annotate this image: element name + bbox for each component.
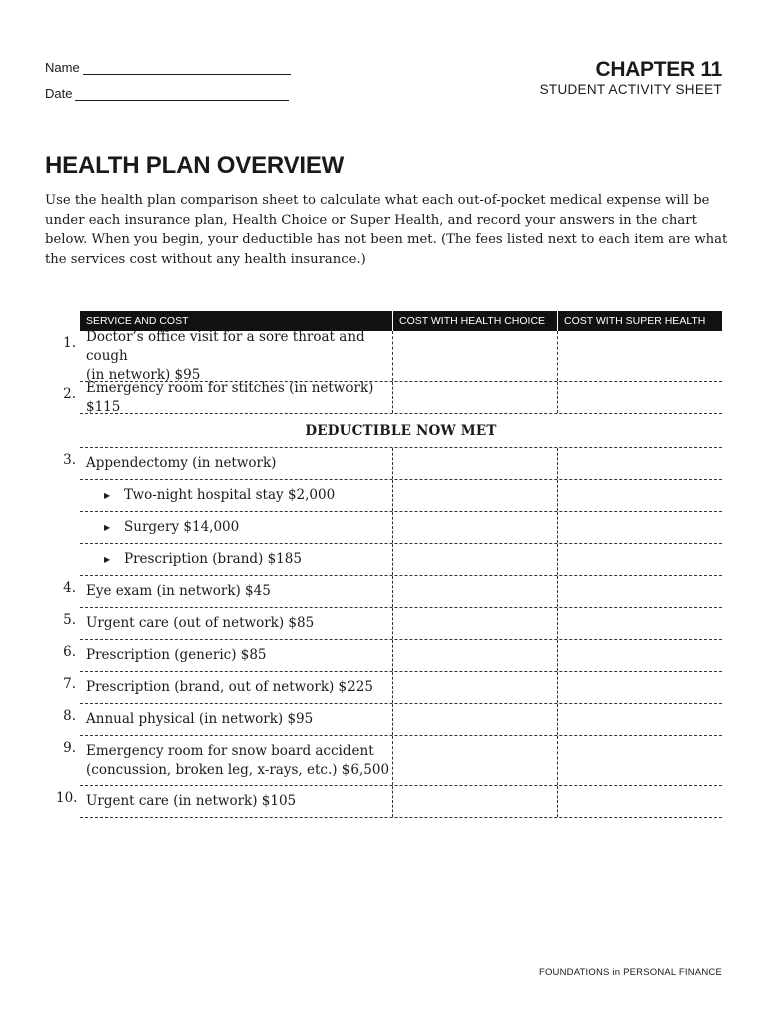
service-line: Prescription (generic) $85 <box>86 647 267 663</box>
row-number: 2. <box>63 386 76 402</box>
health-choice-cell[interactable] <box>392 786 557 817</box>
service-line: Surgery $14,000 <box>124 519 240 535</box>
table-row <box>63 379 722 415</box>
super-health-cell[interactable] <box>557 608 722 639</box>
table-row <box>63 608 722 640</box>
page-title: HEALTH PLAN OVERVIEW <box>45 152 345 179</box>
super-health-cell[interactable] <box>557 331 722 381</box>
chapter-number: CHAPTER 11 <box>595 58 722 81</box>
instructions-paragraph: Use the health plan comparison sheet to calculate what each out-of-pocket medical expense will be under each insurance plan, Health Choice or Super Health, and record your answers in the chart below. When you begin, your deductible has not been met. (The fees listed next to each item are what the services cost without any health insurance.) <box>45 193 728 267</box>
super-health-cell[interactable] <box>557 448 722 479</box>
service-description <box>80 328 392 383</box>
super-health-cell[interactable] <box>557 480 722 511</box>
date-label: Date <box>45 86 73 101</box>
service-line: Urgent care (out of network) $85 <box>86 615 315 631</box>
service-line: Urgent care (in network) $105 <box>86 793 297 809</box>
header-health-choice: COST WITH HEALTH CHOICE <box>392 311 557 331</box>
service-description <box>80 448 392 479</box>
table-row <box>63 704 722 736</box>
triangle-bullet-icon: ▶ <box>104 523 111 532</box>
service-description <box>80 608 392 639</box>
service-description <box>80 672 392 703</box>
footer-middle: in <box>612 967 621 978</box>
row-number: 5. <box>63 612 76 628</box>
service-line: Eye exam (in network) $45 <box>86 583 271 599</box>
table-row <box>63 736 722 786</box>
service-description <box>80 480 392 511</box>
footer-suffix: PERSONAL FINANCE <box>623 967 722 978</box>
service-line: Prescription (brand) $185 <box>124 551 302 567</box>
header-super-health: COST WITH SUPER HEALTH <box>557 311 722 331</box>
service-description <box>80 640 392 671</box>
service-line: Doctor’s office visit for a sore throat and cough <box>86 328 365 364</box>
deductible-met-banner: DEDUCTIBLE NOW MET <box>80 414 722 448</box>
service-line: Emergency room for snow board accident <box>86 742 374 759</box>
service-line: (concussion, broken leg, x-rays, etc.) $6,500 <box>86 761 390 778</box>
health-choice-cell[interactable] <box>392 480 557 511</box>
super-health-cell[interactable] <box>557 786 722 817</box>
service-line: Prescription (brand, out of network) $225 <box>86 679 373 695</box>
service-description <box>80 544 392 575</box>
date-underline <box>75 100 289 101</box>
sheet-type: STUDENT ACTIVITY SHEET <box>539 82 722 97</box>
expense-table <box>56 311 722 818</box>
date-field[interactable] <box>45 86 289 104</box>
super-health-cell[interactable] <box>557 704 722 735</box>
name-underline <box>83 74 291 75</box>
row-number: 4. <box>63 580 76 596</box>
super-health-cell[interactable] <box>557 382 722 413</box>
health-choice-cell[interactable] <box>392 576 557 607</box>
row-number: 3. <box>63 452 76 468</box>
super-health-cell[interactable] <box>557 544 722 575</box>
footer-prefix: FOUNDATIONS <box>538 967 610 978</box>
health-choice-cell[interactable] <box>392 608 557 639</box>
health-choice-cell[interactable] <box>392 640 557 671</box>
table-row <box>63 576 722 608</box>
table-row <box>63 328 722 383</box>
service-line: Emergency room for stitches (in network) $115 <box>86 379 374 415</box>
row-number: 8. <box>63 708 76 724</box>
health-choice-cell[interactable] <box>392 512 557 543</box>
footer-brand <box>539 967 722 978</box>
service-description <box>80 576 392 607</box>
super-health-cell[interactable] <box>557 640 722 671</box>
table-subrow <box>80 480 722 512</box>
service-description <box>80 379 392 415</box>
health-choice-cell[interactable] <box>392 736 557 785</box>
health-choice-cell[interactable] <box>392 672 557 703</box>
name-label: Name <box>45 60 80 75</box>
health-choice-cell[interactable] <box>392 331 557 381</box>
service-line: Two-night hospital stay $2,000 <box>124 487 336 503</box>
row-number: 1. <box>63 335 76 351</box>
super-health-cell[interactable] <box>557 512 722 543</box>
chapter-heading <box>540 58 722 98</box>
health-choice-cell[interactable] <box>392 544 557 575</box>
health-choice-cell[interactable] <box>392 382 557 413</box>
super-health-cell[interactable] <box>557 672 722 703</box>
service-description <box>80 704 392 735</box>
service-description <box>80 736 392 785</box>
table-row <box>63 640 722 672</box>
service-line: Annual physical (in network) $95 <box>86 711 314 727</box>
row-number: 9. <box>63 740 76 756</box>
triangle-bullet-icon: ▶ <box>104 555 111 564</box>
row-number: 7. <box>63 676 76 692</box>
service-line: Appendectomy (in network) <box>86 455 277 471</box>
name-field[interactable] <box>45 60 291 78</box>
super-health-cell[interactable] <box>557 736 722 785</box>
health-choice-cell[interactable] <box>392 704 557 735</box>
table-row <box>63 448 722 480</box>
row-number: 6. <box>63 644 76 660</box>
table-subrow <box>80 512 722 544</box>
table-row <box>56 786 722 818</box>
table-row <box>63 672 722 704</box>
table-subrow <box>80 544 722 576</box>
header-service-cost: SERVICE AND COST <box>86 315 189 327</box>
service-description <box>80 512 392 543</box>
service-description <box>80 786 392 817</box>
triangle-bullet-icon: ▶ <box>104 491 111 500</box>
health-choice-cell[interactable] <box>392 448 557 479</box>
row-number: 10. <box>56 790 78 806</box>
service-line: (in network) $95 <box>86 366 201 383</box>
super-health-cell[interactable] <box>557 576 722 607</box>
